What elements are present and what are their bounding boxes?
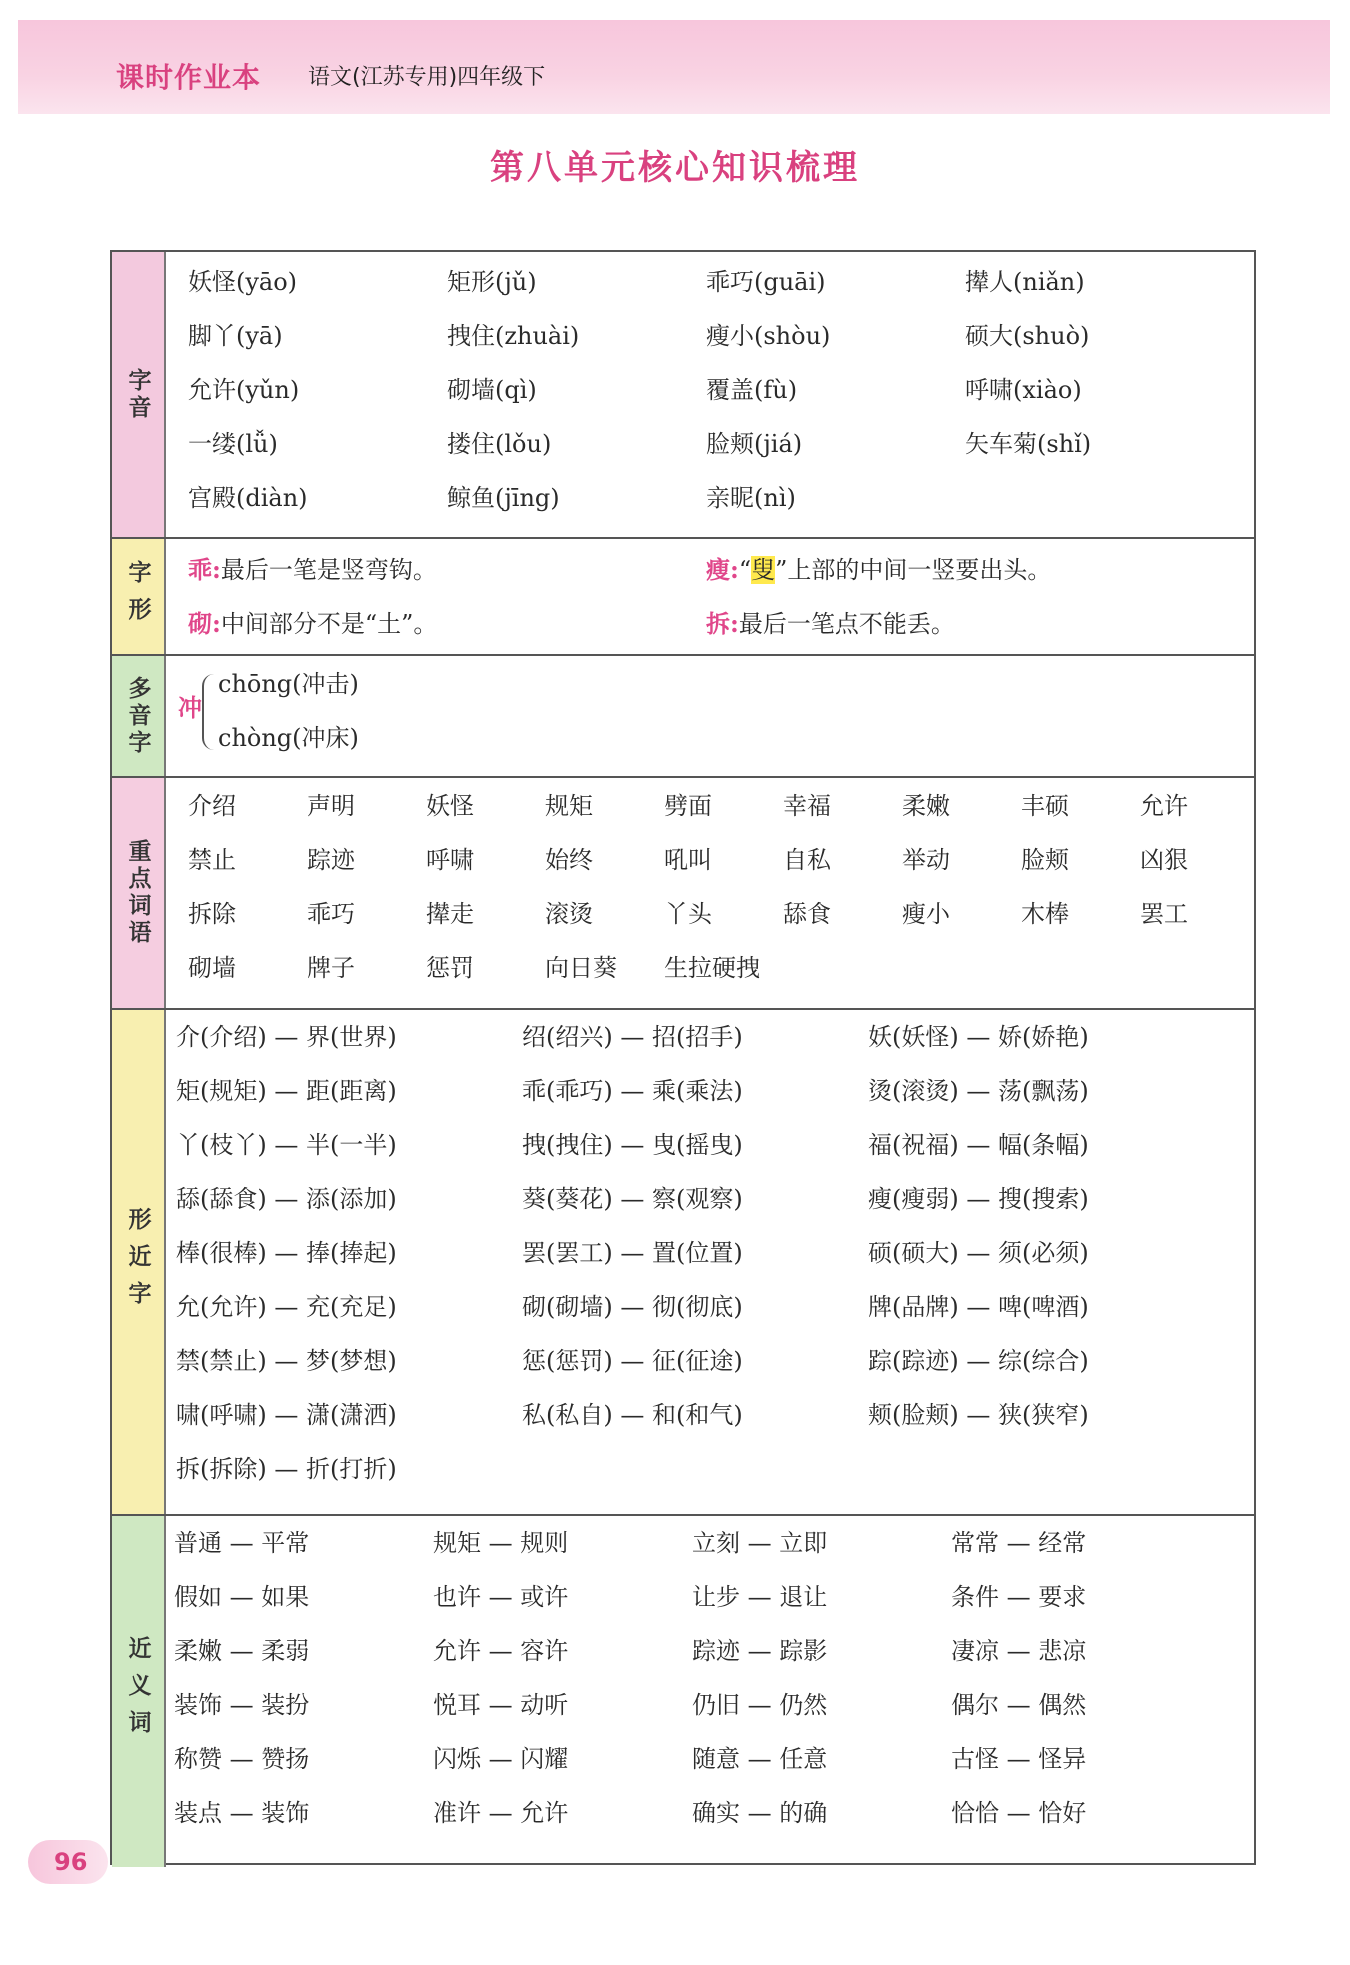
- pronunciation-item: 鲸鱼(jīng): [447, 484, 560, 512]
- key-word: 砌墙: [188, 954, 236, 982]
- synonym-pair: 条件 — 要求: [951, 1583, 1087, 1611]
- similar-char-pair: 踪(踪迹) — 综(综合): [868, 1347, 1089, 1375]
- synonyms-grid: [164, 1516, 1254, 1840]
- similar-char-pair: 棒(很棒) — 捧(捧起): [176, 1239, 397, 1267]
- key-word: 妖怪: [426, 792, 474, 820]
- key-word: 罢工: [1140, 900, 1188, 928]
- synonym-pair: 恰恰 — 恰好: [951, 1799, 1087, 1827]
- glyph-note: 乖:最后一笔是竖弯钩。: [188, 555, 437, 584]
- synonym-pair: 闪烁 — 闪耀: [433, 1745, 569, 1773]
- similar-char-pair: 允(允许) — 充(充足): [176, 1293, 397, 1321]
- synonym-pair: 悦耳 — 动听: [433, 1691, 569, 1719]
- similar-char-pair: 砌(砌墙) — 彻(彻底): [522, 1293, 743, 1321]
- similar-char-pair: 瘦(瘦弱) — 搜(搜索): [868, 1185, 1089, 1213]
- glyph-note-text: ”上部的中间一竖要出头。: [775, 556, 1052, 584]
- synonym-pair: 凄凉 — 悲凉: [951, 1637, 1087, 1665]
- key-word: 瘦小: [902, 900, 950, 928]
- key-word: 撵走: [426, 900, 474, 928]
- pronunciation-item: 一缕(lǚ): [188, 430, 278, 458]
- glyph-notes-grid: [164, 539, 1254, 651]
- similar-char-pair: 烫(滚烫) — 荡(飘荡): [868, 1077, 1089, 1105]
- pronunciation-item: 亲昵(nì): [706, 484, 796, 512]
- pronunciation-item: 允许(yǔn): [188, 376, 300, 404]
- key-word: 乖巧: [307, 900, 355, 928]
- similar-char-pair: 福(祝福) — 幅(条幅): [868, 1131, 1089, 1159]
- key-word: 声明: [307, 792, 355, 820]
- section-label: 重点词语: [112, 778, 166, 1008]
- synonym-pair: 常常 — 经常: [951, 1529, 1087, 1557]
- key-word: 向日葵: [545, 954, 617, 982]
- similar-char-pair: 绍(绍兴) — 招(招手): [522, 1023, 743, 1051]
- key-word: 禁止: [188, 846, 236, 874]
- pronunciation-item: 撵人(niǎn): [965, 268, 1085, 296]
- synonym-pair: 准许 — 允许: [433, 1799, 569, 1827]
- pronunciation-item: 覆盖(fù): [706, 376, 798, 404]
- key-word: 滚烫: [545, 900, 593, 928]
- page-number: 96: [28, 1840, 108, 1884]
- synonym-pair: 装点 — 装饰: [174, 1799, 310, 1827]
- key-word: 介绍: [188, 792, 236, 820]
- key-word: 拆除: [188, 900, 236, 928]
- similar-char-pair: 拽(拽住) — 曳(摇曳): [522, 1131, 743, 1159]
- glyph-key: 乖: [188, 555, 212, 584]
- glyph-note-text: 最后一笔点不能丢。: [738, 610, 955, 638]
- synonym-pair: 规矩 — 规则: [433, 1529, 569, 1557]
- synonym-pair: 称赞 — 赞扬: [174, 1745, 310, 1773]
- similar-char-pair: 颊(脸颊) — 狭(狭窄): [868, 1401, 1089, 1429]
- similar-char-pair: 丫(枝丫) — 半(一半): [176, 1131, 397, 1159]
- synonym-pair: 允许 — 容许: [433, 1637, 569, 1665]
- similar-char-pair: 乖(乖巧) — 乘(乘法): [522, 1077, 743, 1105]
- synonym-pair: 假如 — 如果: [174, 1583, 310, 1611]
- section-label: 字形: [112, 539, 166, 654]
- section-xingjin: [112, 1010, 1254, 1516]
- similar-char-pair: 牌(品牌) — 啤(啤酒): [868, 1293, 1089, 1321]
- synonym-pair: 装饰 — 装扮: [174, 1691, 310, 1719]
- section-zhongdian: [112, 778, 1254, 1010]
- similar-char-pair: 禁(禁止) — 梦(梦想): [176, 1347, 397, 1375]
- key-word: 劈面: [664, 792, 712, 820]
- similar-char-pair: 妖(妖怪) — 娇(娇艳): [868, 1023, 1089, 1051]
- section-jinyi: [112, 1516, 1254, 1867]
- glyph-note-text: “: [738, 556, 752, 584]
- glyph-key: 砌: [188, 609, 212, 638]
- pronunciation-item: 拽住(zhuài): [447, 322, 580, 350]
- key-word: 踪迹: [307, 846, 355, 874]
- similar-char-pair: 啸(呼啸) — 潇(潇洒): [176, 1401, 397, 1429]
- synonym-pair: 普通 — 平常: [174, 1529, 310, 1557]
- similar-char-pair: 罢(罢工) — 置(位置): [522, 1239, 743, 1267]
- key-word: 生拉硬拽: [664, 954, 760, 982]
- section-label: 字音: [112, 252, 166, 537]
- pronunciation-grid: [164, 252, 1254, 525]
- glyph-key: 拆: [706, 609, 730, 638]
- similar-char-pair: 私(私自) — 和(和气): [522, 1401, 743, 1429]
- key-word: 吼叫: [664, 846, 712, 874]
- synonym-pair: 也许 — 或许: [433, 1583, 569, 1611]
- key-word: 丫头: [664, 900, 712, 928]
- pronunciation-item: 呼啸(xiào): [965, 376, 1082, 404]
- key-word: 舔食: [783, 900, 831, 928]
- key-word: 呼啸: [426, 846, 474, 874]
- pronunciation-item: 矩形(jǔ): [447, 268, 537, 296]
- section-label: 形近字: [112, 1010, 166, 1514]
- knowledge-table: [110, 250, 1256, 1865]
- key-word: 允许: [1140, 792, 1188, 820]
- key-word: 丰硕: [1021, 792, 1069, 820]
- synonym-pair: 确实 — 的确: [692, 1799, 828, 1827]
- synonym-pair: 仍旧 — 仍然: [692, 1691, 828, 1719]
- similar-char-pair: 葵(葵花) — 察(观察): [522, 1185, 743, 1213]
- section-zi-yin: [112, 252, 1254, 539]
- glyph-note: 瘦:“叟”上部的中间一竖要出头。: [706, 555, 1052, 584]
- section-label: 多音字: [112, 656, 166, 776]
- synonym-pair: 柔嫩 — 柔弱: [174, 1637, 310, 1665]
- glyph-highlight: 叟: [751, 556, 776, 584]
- similar-chars-grid: [164, 1010, 1254, 1496]
- glyph-note: 砌:中间部分不是“土”。: [188, 609, 438, 638]
- synonym-pair: 立刻 — 立即: [692, 1529, 828, 1557]
- synonym-pair: 让步 — 退让: [692, 1583, 828, 1611]
- key-word: 惩罚: [426, 954, 474, 982]
- pronunciation-item: 硕大(shuò): [965, 322, 1090, 350]
- similar-char-pair: 硕(硕大) — 须(必须): [868, 1239, 1089, 1267]
- pronunciation-item: 脸颊(jiá): [706, 430, 803, 458]
- reading-2: chòng(冲床): [218, 724, 359, 752]
- similar-char-pair: 矩(规矩) — 距(距离): [176, 1077, 397, 1105]
- glyph-key: 瘦: [706, 555, 730, 584]
- synonym-pair: 偶尔 — 偶然: [951, 1691, 1087, 1719]
- key-word: 柔嫩: [902, 792, 950, 820]
- pronunciation-item: 乖巧(guāi): [706, 268, 826, 296]
- similar-char-pair: 拆(拆除) — 折(打折): [176, 1455, 397, 1483]
- similar-char-pair: 惩(惩罚) — 征(征途): [522, 1347, 743, 1375]
- key-word: 规矩: [545, 792, 593, 820]
- page-title: 第八单元核心知识梳理: [490, 148, 860, 188]
- glyph-note: 拆:最后一笔点不能丢。: [706, 609, 955, 638]
- key-words-grid: [164, 778, 1254, 995]
- glyph-note-text: 中间部分不是“土”。: [220, 610, 438, 638]
- key-word: 木棒: [1021, 900, 1069, 928]
- brace: [202, 674, 218, 750]
- section-label: 近义词: [112, 1516, 166, 1867]
- section-duoyin: [112, 656, 1254, 778]
- similar-char-pair: 介(介绍) — 界(世界): [176, 1023, 397, 1051]
- pronunciation-item: 搂住(lǒu): [447, 430, 552, 458]
- reading-1: chōng(冲击): [218, 670, 359, 698]
- book-title: 语文(江苏专用)四年级下: [308, 65, 546, 90]
- series-title: 课时作业本: [116, 61, 262, 94]
- pronunciation-item: 瘦小(shòu): [706, 322, 831, 350]
- key-word: 始终: [545, 846, 593, 874]
- similar-char-pair: 舔(舔食) — 添(添加): [176, 1185, 397, 1213]
- pronunciation-item: 脚丫(yā): [188, 322, 283, 350]
- section-zi-xing: [112, 539, 1254, 656]
- synonym-pair: 随意 — 任意: [692, 1745, 828, 1773]
- key-word: 幸福: [783, 792, 831, 820]
- pronunciation-item: 矢车菊(shǐ): [965, 430, 1092, 458]
- pronunciation-item: 妖怪(yāo): [188, 268, 298, 296]
- pronunciation-item: 宫殿(diàn): [188, 484, 308, 512]
- glyph-note-text: 最后一笔是竖弯钩。: [220, 556, 437, 584]
- key-word: 自私: [783, 846, 831, 874]
- polyphone-char: 冲: [178, 693, 202, 722]
- pronunciation-item: 砌墙(qì): [447, 376, 537, 404]
- synonym-pair: 古怪 — 怪异: [951, 1745, 1087, 1773]
- key-word: 举动: [902, 846, 950, 874]
- synonym-pair: 踪迹 — 踪影: [692, 1637, 828, 1665]
- key-word: 牌子: [307, 954, 355, 982]
- key-word: 脸颊: [1021, 846, 1069, 874]
- key-word: 凶狠: [1140, 846, 1188, 874]
